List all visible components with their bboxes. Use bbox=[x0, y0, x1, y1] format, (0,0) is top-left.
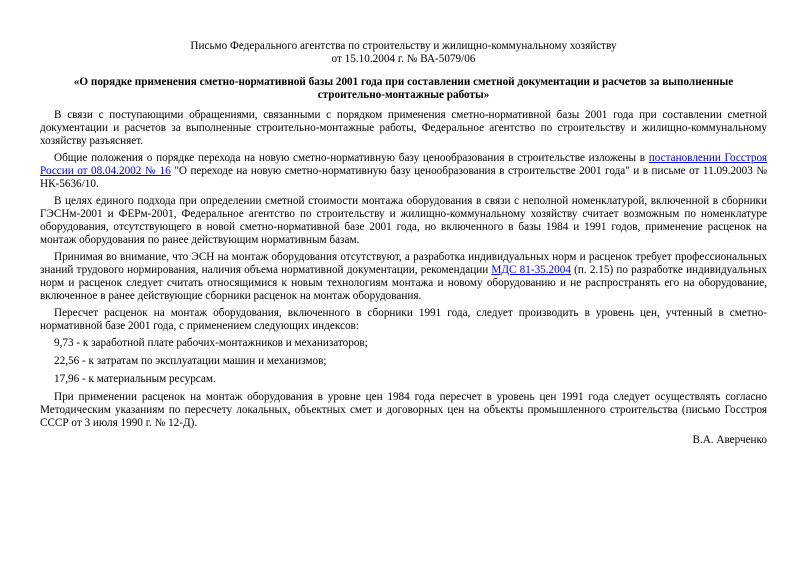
paragraph-text: "О переходе на новую сметно-нормативную базу ценообразования в строительстве 2001 года" и в письме от 11.09.2003 № НК-5636/10. bbox=[40, 165, 767, 190]
letter-title: «О порядке применения сметно-нормативной базы 2001 года при составлении сметной документации и расчетов за выполненные строительно-монтажные работы» bbox=[73, 76, 734, 101]
letter-header-line-1: Письмо Федерального агентства по строительству и жилищно-коммунальному хозяйству bbox=[190, 40, 617, 52]
index-wages: 9,73 - к заработной плате рабочих-монтажников и механизаторов; bbox=[54, 337, 368, 349]
paragraph-general-provisions bbox=[40, 152, 767, 191]
index-machines: 22,56 - к затратам по эксплуатации машин и механизмов; bbox=[54, 355, 327, 367]
paragraph-intro: В связи с поступающими обращениями, связанными с порядком применения сметно-нормативной базы 2001 года при составлении сметной документации и расчетов за выполненные строительно-монтажные работы, Федеральное агентство по строительству и жилищно-коммунальному хозяйству разъясняет. bbox=[40, 109, 767, 147]
paragraph-unified-approach: В целях единого подхода при определении сметной стоимости монтажа оборудования в связи с неполной номенклатурой, включенной в сборники ГЭСНм-2001 и ФЕРм-2001, Федеральное агентство по строительству и жилищно-коммунальному хозяйству считает возможным по номенклатуре оборудования, отсутствующего в новой сметно-нормативной базе 2001 года, но включенного в базы 1984 и 1991 годов, применение расценок на монтаж оборудования по ранее действующим нормативным базам. bbox=[40, 195, 767, 246]
signature: В.А. Аверченко bbox=[692, 434, 767, 446]
paragraph-text: (п. 2.15) по разработке индивидуальных норм и расценок следует считать относящимися к новым технологиям монтажа и новому оборудованию и не распространять его на оборудование, включенное в ранее действующие сборники расценок на монтаж оборудования. bbox=[40, 264, 767, 302]
paragraph-1984-prices: При применении расценок на монтаж оборудования в уровне цен 1984 года пересчет в уровень цен 1991 года следует осуществлять согласно Методическим указаниям по пересчету локальных, объектных смет и договорных цен на объекты промышленного строительства (письмо Госстроя СССР от 3 июля 1990 г. № 12-Д). bbox=[40, 391, 767, 429]
paragraph-recalculation: Пересчет расценок на монтаж оборудования, включенного в сборники 1991 года, следует производить в уровень цен, учтенный в сметно-нормативной базе 2001 года, с применением следующих индексов: bbox=[40, 307, 767, 332]
link-mds-81-35[interactable]: МДС 81-35.2004 bbox=[491, 264, 571, 276]
paragraph-text: Принимая во внимание, что ЭСН на монтаж оборудования отсутствуют, а разработка индивидуальных норм и расценок требует профессиональных знаний трудового нормирования, наличия объема нормативной документации, рекомендации bbox=[40, 251, 767, 276]
paragraph-esn-absence bbox=[40, 251, 767, 303]
index-materials: 17,96 - к материальным ресурсам. bbox=[54, 373, 216, 385]
link-gosstroy-resolution[interactable]: постановлении Госстроя России от 08.04.2002 № 16 bbox=[40, 152, 767, 177]
letter-header-line-2: от 15.10.2004 г. № ВА-5079/06 bbox=[331, 53, 476, 65]
paragraph-text: Общие положения о порядке перехода на новую сметно-нормативную базу ценообразования в строительстве изложены в bbox=[54, 152, 649, 164]
